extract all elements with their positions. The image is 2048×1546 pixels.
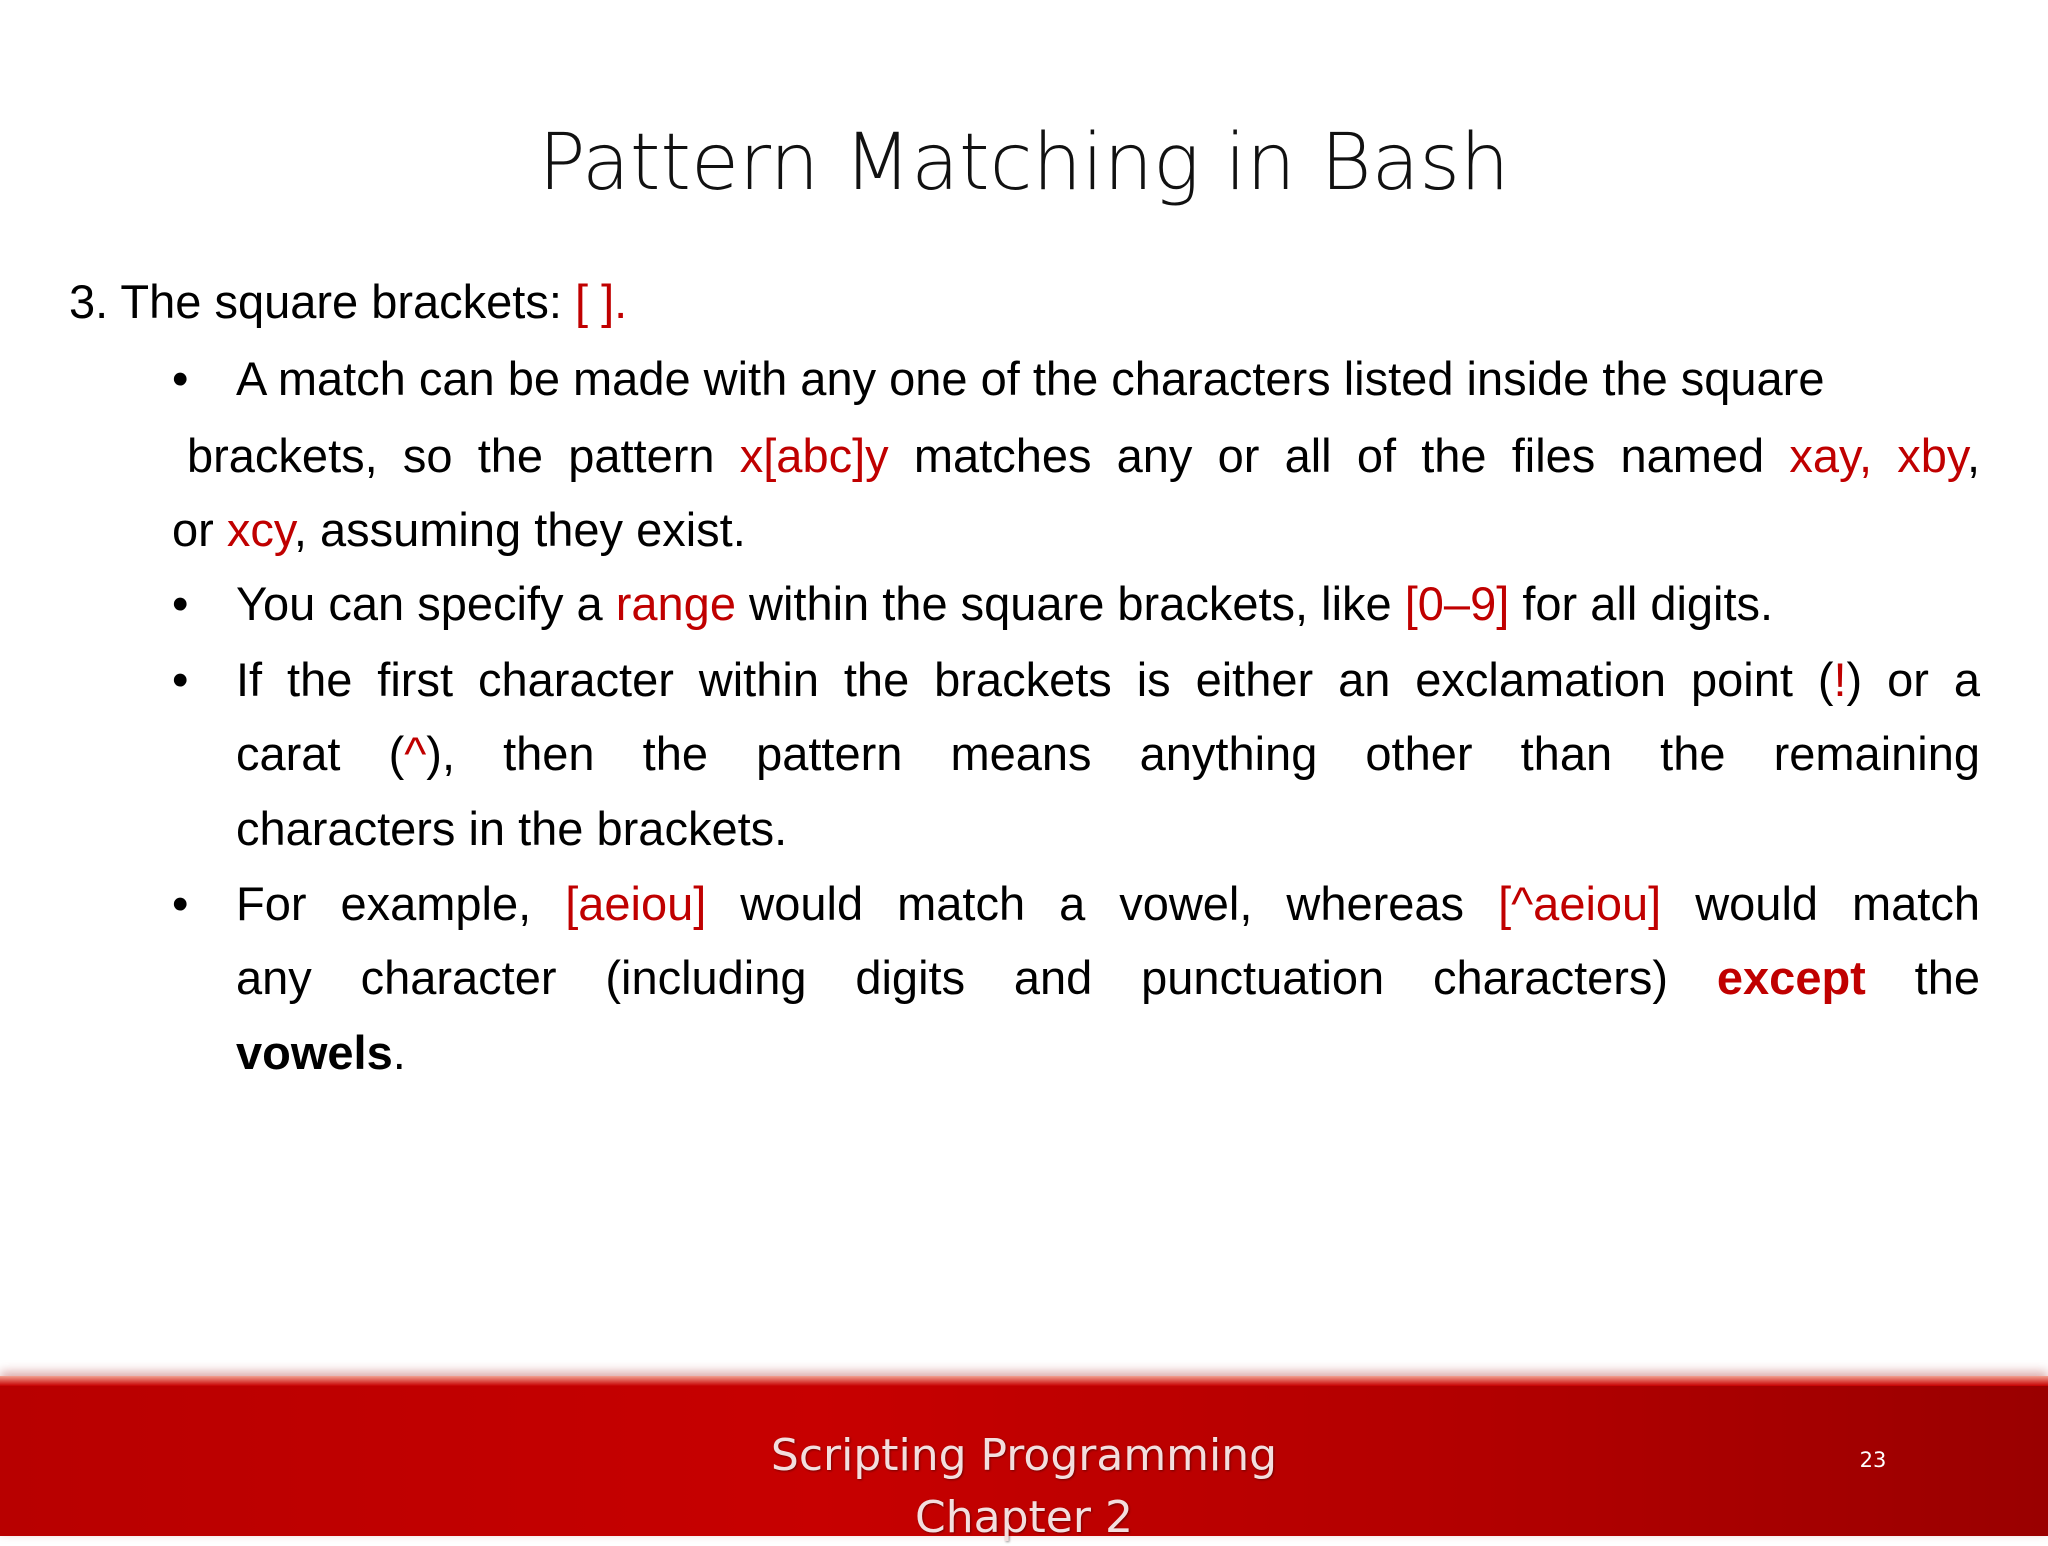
text-segment: ), then the pattern means anything other than the remaining bbox=[426, 727, 1980, 780]
text-segment: carat ( bbox=[236, 727, 405, 780]
bullet1-line1: A match can be made with any one of the characters listed inside the square bbox=[236, 352, 1825, 405]
text-segment: You can specify a bbox=[236, 577, 616, 630]
heading-text: 3. The square brackets: bbox=[69, 275, 575, 328]
text-segment: would match a vowel, whereas bbox=[706, 877, 1499, 930]
bullet1-line2 bbox=[187, 428, 1980, 484]
text-segment: brackets, so the pattern bbox=[187, 429, 740, 482]
emphasis-vowels: vowels bbox=[236, 1026, 393, 1079]
text-segment: the bbox=[1865, 951, 1980, 1004]
code-caret: ^ bbox=[404, 727, 427, 780]
code-filename: xcy bbox=[226, 503, 294, 556]
bullet3-line1 bbox=[236, 652, 1980, 708]
bullet4-line1 bbox=[236, 876, 1980, 932]
text-segment: . bbox=[392, 1026, 406, 1079]
code-negated-class: [^aeiou] bbox=[1498, 877, 1662, 930]
heading-symbol: [ ]. bbox=[574, 275, 628, 328]
text-segment: or bbox=[172, 503, 227, 556]
bullet2-line1 bbox=[236, 576, 1773, 632]
slide-title: Pattern Matching in Bash bbox=[538, 118, 1510, 208]
text-segment: If the first character within the brackets is either an exclamation point ( bbox=[236, 653, 1834, 706]
code-vowel-class: [aeiou] bbox=[565, 877, 707, 930]
text-segment: for all digits. bbox=[1509, 577, 1774, 630]
bullet1-line3 bbox=[172, 502, 746, 558]
bullet4-line2 bbox=[236, 950, 1980, 1006]
text-segment: within the square brackets, like bbox=[735, 577, 1405, 630]
slide-number: 23 bbox=[1859, 1448, 1887, 1472]
code-exclamation: ! bbox=[1833, 653, 1847, 706]
bullet4-line3 bbox=[236, 1025, 406, 1081]
bullet-marker: • bbox=[172, 352, 189, 405]
text-segment: ) or a bbox=[1846, 653, 1980, 706]
text-segment: matches any or all of the files named bbox=[888, 429, 1790, 482]
text-segment: , assuming they exist. bbox=[293, 503, 746, 556]
text-segment: any character (including digits and punctuation characters) bbox=[236, 951, 1717, 1004]
bullet-marker: • bbox=[172, 577, 189, 630]
code-pattern: x[abc]y bbox=[739, 429, 889, 482]
footer-course-title: Scripting Programming bbox=[770, 1430, 1278, 1481]
footer-band bbox=[0, 1376, 2048, 1543]
code-range: [0–9] bbox=[1404, 577, 1510, 630]
section-heading bbox=[69, 274, 627, 330]
bullet3-line2 bbox=[236, 726, 1980, 782]
code-filenames: xay, xby bbox=[1789, 429, 1967, 482]
text-segment: , bbox=[1966, 429, 1981, 482]
keyword-range: range bbox=[615, 577, 736, 630]
footer-highlight bbox=[0, 1376, 2048, 1386]
text-segment: For example, bbox=[236, 877, 566, 930]
bullet-marker: • bbox=[172, 653, 189, 706]
bullet3-line3: characters in the brackets. bbox=[236, 802, 788, 855]
bullet-marker: • bbox=[172, 877, 189, 930]
emphasis-except: except bbox=[1716, 951, 1866, 1004]
footer-chapter: Chapter 2 bbox=[915, 1492, 1133, 1543]
text-segment: would match bbox=[1661, 877, 1981, 930]
